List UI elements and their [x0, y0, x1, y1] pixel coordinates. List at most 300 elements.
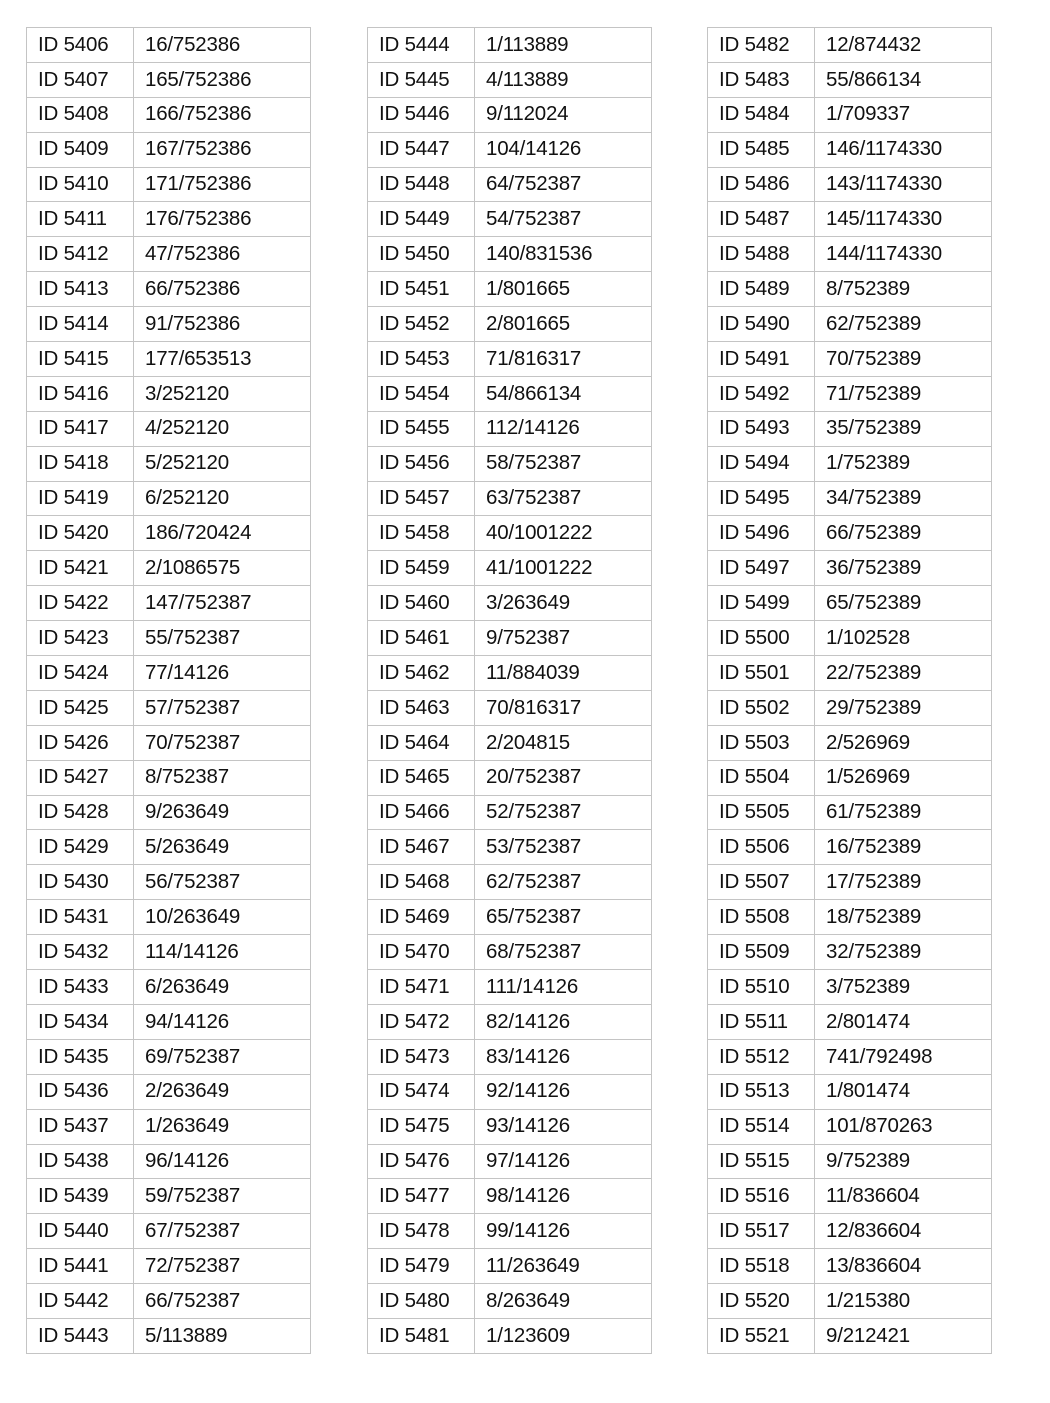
table-row — [27, 586, 311, 621]
id-cell: ID 5495 — [708, 481, 815, 516]
reference-cell: 11/884039 — [475, 656, 652, 691]
id-cell: ID 5459 — [368, 551, 475, 586]
id-cell: ID 5420 — [27, 516, 134, 551]
reference-cell: 1/215380 — [815, 1284, 992, 1319]
reference-cell: 165/752386 — [134, 62, 311, 97]
reference-cell: 3/263649 — [475, 586, 652, 621]
reference-cell: 9/752387 — [475, 621, 652, 656]
id-cell: ID 5454 — [368, 376, 475, 411]
reference-cell: 71/816317 — [475, 342, 652, 377]
reference-cell: 9/212421 — [815, 1318, 992, 1353]
id-cell: ID 5468 — [368, 865, 475, 900]
id-cell: ID 5448 — [368, 167, 475, 202]
table-row — [27, 865, 311, 900]
table-row — [368, 690, 652, 725]
reference-cell: 146/1174330 — [815, 132, 992, 167]
reference-cell: 55/752387 — [134, 621, 311, 656]
id-cell: ID 5436 — [27, 1074, 134, 1109]
reference-cell: 5/113889 — [134, 1318, 311, 1353]
reference-cell: 9/263649 — [134, 795, 311, 830]
table-row — [708, 411, 992, 446]
id-cell: ID 5490 — [708, 307, 815, 342]
reference-cell: 13/836604 — [815, 1249, 992, 1284]
table-row — [368, 97, 652, 132]
id-cell: ID 5514 — [708, 1109, 815, 1144]
id-cell: ID 5435 — [27, 1039, 134, 1074]
id-cell: ID 5412 — [27, 237, 134, 272]
reference-cell: 11/836604 — [815, 1179, 992, 1214]
table-row — [27, 446, 311, 481]
table-row — [708, 132, 992, 167]
id-cell: ID 5494 — [708, 446, 815, 481]
reference-cell: 18/752389 — [815, 900, 992, 935]
reference-cell: 2/204815 — [475, 725, 652, 760]
reference-cell: 4/113889 — [475, 62, 652, 97]
table-row — [368, 1144, 652, 1179]
table-row — [368, 760, 652, 795]
table-row — [27, 900, 311, 935]
id-cell: ID 5469 — [368, 900, 475, 935]
table-row — [27, 342, 311, 377]
reference-cell: 1/801474 — [815, 1074, 992, 1109]
id-cell: ID 5492 — [708, 376, 815, 411]
id-cell: ID 5518 — [708, 1249, 815, 1284]
id-cell: ID 5443 — [27, 1318, 134, 1353]
id-cell: ID 5515 — [708, 1144, 815, 1179]
id-cell: ID 5501 — [708, 656, 815, 691]
id-cell: ID 5426 — [27, 725, 134, 760]
id-cell: ID 5427 — [27, 760, 134, 795]
reference-cell: 66/752387 — [134, 1284, 311, 1319]
id-cell: ID 5466 — [368, 795, 475, 830]
id-cell: ID 5513 — [708, 1074, 815, 1109]
id-cell: ID 5508 — [708, 900, 815, 935]
reference-cell: 69/752387 — [134, 1039, 311, 1074]
table-row — [27, 97, 311, 132]
id-cell: ID 5475 — [368, 1109, 475, 1144]
reference-cell: 16/752386 — [134, 28, 311, 63]
table-row — [27, 62, 311, 97]
id-cell: ID 5520 — [708, 1284, 815, 1319]
reference-cell: 93/14126 — [475, 1109, 652, 1144]
id-cell: ID 5505 — [708, 795, 815, 830]
id-cell: ID 5479 — [368, 1249, 475, 1284]
reference-cell: 54/752387 — [475, 202, 652, 237]
table-row — [27, 690, 311, 725]
reference-cell: 2/801665 — [475, 307, 652, 342]
table-row — [368, 167, 652, 202]
reference-cell: 6/263649 — [134, 970, 311, 1005]
reference-cell: 71/752389 — [815, 376, 992, 411]
table-row — [368, 446, 652, 481]
reference-cell: 36/752389 — [815, 551, 992, 586]
reference-cell: 114/14126 — [134, 935, 311, 970]
id-cell: ID 5493 — [708, 411, 815, 446]
table-row — [368, 1249, 652, 1284]
table-row — [27, 167, 311, 202]
id-cell: ID 5455 — [368, 411, 475, 446]
reference-cell: 145/1174330 — [815, 202, 992, 237]
table-row — [27, 970, 311, 1005]
reference-cell: 94/14126 — [134, 1004, 311, 1039]
reference-cell: 1/526969 — [815, 760, 992, 795]
table-row — [27, 1039, 311, 1074]
reference-cell: 97/14126 — [475, 1144, 652, 1179]
id-cell: ID 5453 — [368, 342, 475, 377]
table-row — [708, 237, 992, 272]
id-cell: ID 5506 — [708, 830, 815, 865]
id-cell: ID 5434 — [27, 1004, 134, 1039]
id-cell: ID 5487 — [708, 202, 815, 237]
reference-cell: 1/709337 — [815, 97, 992, 132]
reference-cell: 99/14126 — [475, 1214, 652, 1249]
reference-cell: 3/252120 — [134, 376, 311, 411]
id-cell: ID 5467 — [368, 830, 475, 865]
reference-cell: 70/816317 — [475, 690, 652, 725]
table-row — [708, 167, 992, 202]
table-row — [27, 656, 311, 691]
reference-cell: 64/752387 — [475, 167, 652, 202]
reference-cell: 63/752387 — [475, 481, 652, 516]
reference-cell: 32/752389 — [815, 935, 992, 970]
id-cell: ID 5451 — [368, 272, 475, 307]
table-row — [368, 970, 652, 1005]
reference-cell: 66/752389 — [815, 516, 992, 551]
id-cell: ID 5516 — [708, 1179, 815, 1214]
id-cell: ID 5423 — [27, 621, 134, 656]
table-row — [368, 1318, 652, 1353]
reference-cell: 12/836604 — [815, 1214, 992, 1249]
table-row — [368, 1039, 652, 1074]
id-cell: ID 5483 — [708, 62, 815, 97]
reference-cell: 68/752387 — [475, 935, 652, 970]
table-row — [708, 1039, 992, 1074]
id-cell: ID 5489 — [708, 272, 815, 307]
id-cell: ID 5421 — [27, 551, 134, 586]
reference-cell: 91/752386 — [134, 307, 311, 342]
table-row — [708, 1144, 992, 1179]
table-row — [708, 1249, 992, 1284]
reference-cell: 104/14126 — [475, 132, 652, 167]
table-row — [27, 481, 311, 516]
table-row — [708, 28, 992, 63]
table-row — [27, 725, 311, 760]
id-cell: ID 5460 — [368, 586, 475, 621]
reference-cell: 111/14126 — [475, 970, 652, 1005]
reference-cell: 741/792498 — [815, 1039, 992, 1074]
reference-cell: 70/752387 — [134, 725, 311, 760]
reference-cell: 8/752387 — [134, 760, 311, 795]
reference-cell: 65/752389 — [815, 586, 992, 621]
reference-cell: 56/752387 — [134, 865, 311, 900]
table-row — [27, 935, 311, 970]
id-cell: ID 5419 — [27, 481, 134, 516]
id-cell: ID 5473 — [368, 1039, 475, 1074]
reference-cell: 83/14126 — [475, 1039, 652, 1074]
id-table-right — [707, 27, 992, 1354]
table-row — [708, 1179, 992, 1214]
id-cell: ID 5457 — [368, 481, 475, 516]
reference-cell: 40/1001222 — [475, 516, 652, 551]
id-cell: ID 5496 — [708, 516, 815, 551]
reference-cell: 57/752387 — [134, 690, 311, 725]
reference-cell: 8/752389 — [815, 272, 992, 307]
table-row — [708, 725, 992, 760]
id-cell: ID 5428 — [27, 795, 134, 830]
reference-cell: 167/752386 — [134, 132, 311, 167]
table-row — [27, 1214, 311, 1249]
table-row — [368, 1284, 652, 1319]
reference-cell: 34/752389 — [815, 481, 992, 516]
table-row — [708, 516, 992, 551]
reference-cell: 186/720424 — [134, 516, 311, 551]
id-cell: ID 5500 — [708, 621, 815, 656]
id-cell: ID 5449 — [368, 202, 475, 237]
id-cell: ID 5413 — [27, 272, 134, 307]
id-cell: ID 5429 — [27, 830, 134, 865]
id-cell: ID 5441 — [27, 1249, 134, 1284]
reference-cell: 20/752387 — [475, 760, 652, 795]
reference-cell: 1/752389 — [815, 446, 992, 481]
reference-cell: 2/263649 — [134, 1074, 311, 1109]
table-row — [708, 376, 992, 411]
id-cell: ID 5486 — [708, 167, 815, 202]
table-row — [27, 376, 311, 411]
reference-cell: 2/526969 — [815, 725, 992, 760]
reference-cell: 47/752386 — [134, 237, 311, 272]
table-row — [368, 830, 652, 865]
id-cell: ID 5447 — [368, 132, 475, 167]
table-row — [368, 935, 652, 970]
reference-cell: 41/1001222 — [475, 551, 652, 586]
id-cell: ID 5491 — [708, 342, 815, 377]
id-cell: ID 5471 — [368, 970, 475, 1005]
table-row — [368, 900, 652, 935]
id-cell: ID 5499 — [708, 586, 815, 621]
reference-cell: 96/14126 — [134, 1144, 311, 1179]
table-row — [708, 656, 992, 691]
table-row — [27, 307, 311, 342]
reference-cell: 6/252120 — [134, 481, 311, 516]
table-row — [27, 830, 311, 865]
reference-cell: 5/252120 — [134, 446, 311, 481]
table-row — [27, 28, 311, 63]
id-cell: ID 5414 — [27, 307, 134, 342]
table-row — [27, 516, 311, 551]
reference-cell: 143/1174330 — [815, 167, 992, 202]
table-row — [27, 551, 311, 586]
id-cell: ID 5470 — [368, 935, 475, 970]
table-row — [708, 621, 992, 656]
table-row — [708, 97, 992, 132]
reference-cell: 35/752389 — [815, 411, 992, 446]
reference-cell: 17/752389 — [815, 865, 992, 900]
table-row — [708, 795, 992, 830]
id-cell: ID 5474 — [368, 1074, 475, 1109]
table-row — [368, 551, 652, 586]
id-cell: ID 5509 — [708, 935, 815, 970]
id-cell: ID 5415 — [27, 342, 134, 377]
reference-cell: 1/102528 — [815, 621, 992, 656]
id-cell: ID 5439 — [27, 1179, 134, 1214]
table-row — [708, 342, 992, 377]
table-row — [368, 586, 652, 621]
reference-cell: 1/123609 — [475, 1318, 652, 1353]
table-row — [368, 62, 652, 97]
table-row — [368, 1004, 652, 1039]
reference-cell: 5/263649 — [134, 830, 311, 865]
table-row — [708, 935, 992, 970]
reference-cell: 177/653513 — [134, 342, 311, 377]
id-cell: ID 5484 — [708, 97, 815, 132]
reference-cell: 62/752387 — [475, 865, 652, 900]
id-cell: ID 5411 — [27, 202, 134, 237]
reference-cell: 4/252120 — [134, 411, 311, 446]
id-cell: ID 5465 — [368, 760, 475, 795]
reference-cell: 3/752389 — [815, 970, 992, 1005]
table-row — [708, 970, 992, 1005]
table-row — [368, 621, 652, 656]
id-cell: ID 5502 — [708, 690, 815, 725]
reference-cell: 166/752386 — [134, 97, 311, 132]
table-row — [368, 376, 652, 411]
id-cell: ID 5478 — [368, 1214, 475, 1249]
id-cell: ID 5438 — [27, 1144, 134, 1179]
id-cell: ID 5442 — [27, 1284, 134, 1319]
table-row — [708, 307, 992, 342]
reference-cell: 1/113889 — [475, 28, 652, 63]
id-cell: ID 5458 — [368, 516, 475, 551]
id-cell: ID 5510 — [708, 970, 815, 1005]
table-row — [27, 1004, 311, 1039]
table-row — [708, 760, 992, 795]
reference-cell: 29/752389 — [815, 690, 992, 725]
id-cell: ID 5431 — [27, 900, 134, 935]
id-cell: ID 5497 — [708, 551, 815, 586]
reference-cell: 98/14126 — [475, 1179, 652, 1214]
reference-cell: 2/1086575 — [134, 551, 311, 586]
reference-cell: 72/752387 — [134, 1249, 311, 1284]
reference-cell: 12/874432 — [815, 28, 992, 63]
table-row — [368, 272, 652, 307]
table-row — [368, 516, 652, 551]
table-row — [27, 132, 311, 167]
reference-cell: 67/752387 — [134, 1214, 311, 1249]
reference-cell: 55/866134 — [815, 62, 992, 97]
table-row — [368, 795, 652, 830]
id-cell: ID 5464 — [368, 725, 475, 760]
id-cell: ID 5517 — [708, 1214, 815, 1249]
reference-cell: 101/870263 — [815, 1109, 992, 1144]
table-row — [27, 202, 311, 237]
reference-cell: 176/752386 — [134, 202, 311, 237]
reference-cell: 112/14126 — [475, 411, 652, 446]
id-cell: ID 5480 — [368, 1284, 475, 1319]
table-row — [368, 481, 652, 516]
id-cell: ID 5425 — [27, 690, 134, 725]
table-row — [27, 272, 311, 307]
id-cell: ID 5409 — [27, 132, 134, 167]
reference-cell: 54/866134 — [475, 376, 652, 411]
table-row — [708, 202, 992, 237]
table-row — [368, 237, 652, 272]
id-table-left — [26, 27, 311, 1354]
table-row — [27, 1318, 311, 1353]
id-cell: ID 5507 — [708, 865, 815, 900]
table-row — [708, 272, 992, 307]
id-cell: ID 5446 — [368, 97, 475, 132]
table-row — [27, 795, 311, 830]
id-cell: ID 5440 — [27, 1214, 134, 1249]
id-cell: ID 5504 — [708, 760, 815, 795]
reference-cell: 9/752389 — [815, 1144, 992, 1179]
id-cell: ID 5476 — [368, 1144, 475, 1179]
table-row — [27, 411, 311, 446]
id-cell: ID 5488 — [708, 237, 815, 272]
table-row — [708, 830, 992, 865]
table-row — [368, 1214, 652, 1249]
id-cell: ID 5511 — [708, 1004, 815, 1039]
id-cell: ID 5424 — [27, 656, 134, 691]
table-row — [708, 481, 992, 516]
table-row — [708, 690, 992, 725]
reference-cell: 171/752386 — [134, 167, 311, 202]
table-row — [27, 1284, 311, 1319]
id-cell: ID 5481 — [368, 1318, 475, 1353]
id-cell: ID 5461 — [368, 621, 475, 656]
reference-cell: 77/14126 — [134, 656, 311, 691]
table-row — [708, 1284, 992, 1319]
id-cell: ID 5406 — [27, 28, 134, 63]
table-row — [368, 656, 652, 691]
reference-cell: 92/14126 — [475, 1074, 652, 1109]
reference-cell: 1/801665 — [475, 272, 652, 307]
id-cell: ID 5521 — [708, 1318, 815, 1353]
id-cell: ID 5472 — [368, 1004, 475, 1039]
reference-cell: 140/831536 — [475, 237, 652, 272]
table-row — [27, 237, 311, 272]
reference-cell: 70/752389 — [815, 342, 992, 377]
id-cell: ID 5416 — [27, 376, 134, 411]
table-row — [368, 865, 652, 900]
reference-cell: 58/752387 — [475, 446, 652, 481]
id-cell: ID 5512 — [708, 1039, 815, 1074]
id-cell: ID 5430 — [27, 865, 134, 900]
table-row — [708, 551, 992, 586]
table-row — [708, 446, 992, 481]
id-table-middle — [367, 27, 652, 1354]
table-row — [27, 1074, 311, 1109]
table-row — [368, 202, 652, 237]
table-row — [708, 1004, 992, 1039]
reference-cell: 62/752389 — [815, 307, 992, 342]
table-row — [708, 1074, 992, 1109]
table-row — [368, 28, 652, 63]
table-row — [708, 900, 992, 935]
reference-cell: 2/801474 — [815, 1004, 992, 1039]
reference-cell: 52/752387 — [475, 795, 652, 830]
table-row — [368, 1109, 652, 1144]
table-row — [708, 1214, 992, 1249]
table-row — [708, 1109, 992, 1144]
reference-cell: 147/752387 — [134, 586, 311, 621]
reference-cell: 1/263649 — [134, 1109, 311, 1144]
table-row — [368, 132, 652, 167]
reference-cell: 8/263649 — [475, 1284, 652, 1319]
id-cell: ID 5503 — [708, 725, 815, 760]
table-row — [27, 1179, 311, 1214]
table-row — [27, 1144, 311, 1179]
